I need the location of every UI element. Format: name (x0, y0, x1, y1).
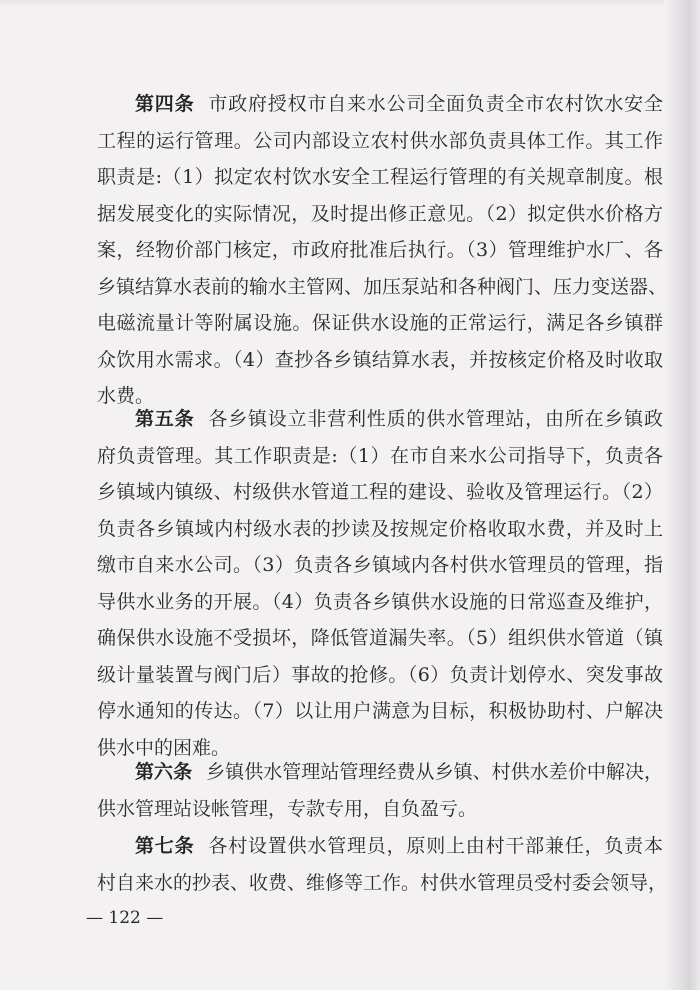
line-text: 乡镇域内镇级、村级供水管道工程的建设、验收及管理运行。（2） (97, 481, 663, 503)
line-text: 各乡镇设立非营利性质的供水管理站，由所在乡镇政 (208, 408, 663, 430)
text-line (97, 305, 663, 342)
article-5 (97, 401, 663, 766)
text-line (97, 547, 663, 584)
page-top-edge (0, 0, 700, 8)
text-line (97, 438, 663, 475)
line-text: 工程的运行管理。公司内部设立农村供水部负责具体工作。其工作 (97, 129, 663, 152)
text-line (97, 401, 663, 438)
page-number: — 122 — (86, 908, 164, 928)
text-line (97, 511, 663, 548)
line-text: 案，经物价部门核定，市政府批准后执行。（3）管理维护水厂、各 (97, 239, 663, 261)
text-line (97, 693, 663, 730)
line-text: 据发展变化的实际情况，及时提出修正意见。（2）拟定供水价格方 (97, 202, 663, 225)
line-text: 停水通知的传达。（7）以让用户满意为目标，积极协助村、户解决 (97, 700, 663, 722)
line-text: 确保供水设施不受损坏，降低管道漏失率。（5）组织供水管道（镇 (97, 627, 663, 649)
article-heading: 第四条 (135, 93, 195, 115)
line-text: 级计量装置与阀门后）事故的抢修。（6）负责计划停水、突发事故 (97, 663, 663, 686)
line-text: 村自来水的抄表、收费、维修等工作。村供水管理员受村委会领导， (97, 871, 668, 894)
text-line (97, 342, 663, 379)
text-line (97, 86, 663, 123)
text-line (97, 196, 663, 233)
line-text: 乡镇供水管理站管理经费从乡镇、村供水差价中解决， (206, 761, 663, 783)
text-line (97, 754, 663, 791)
line-text: 众饮用水需求。（4）查抄各乡镇结算水表，并按核定价格及时收取 (97, 348, 663, 371)
article-heading: 第七条 (135, 835, 195, 857)
line-text: 导供水业务的开展。（4）负责各乡镇供水设施的日常巡查及维护， (97, 590, 663, 613)
article-7 (97, 828, 668, 901)
page-binding-shadow (664, 0, 700, 990)
article-heading: 第六条 (135, 761, 193, 783)
text-line (97, 828, 663, 865)
text-line (97, 620, 663, 657)
line-text: 电磁流量计等附属设施。保证供水设施的正常运行，满足各乡镇群 (97, 312, 663, 334)
line-text: 职责是:（1）拟定农村饮水安全工程运行管理的有关规章制度。根 (97, 166, 663, 188)
text-line (97, 269, 668, 306)
text-line (97, 232, 663, 269)
text-line (97, 123, 663, 160)
line-text: 乡镇结算水表前的输水主管网、加压泵站和各种阀门、压力变送器、 (97, 275, 668, 298)
text-line (97, 159, 663, 196)
line-text: 水费。 (97, 385, 155, 407)
line-text: 负责各乡镇域内村级水表的抄读及按规定价格收取水费，并及时上 (97, 517, 663, 540)
text-line (97, 791, 663, 828)
line-text: 供水中的困难。 (97, 736, 231, 759)
line-text: 市政府授权市自来水公司全面负责全市农村饮水安全 (208, 93, 663, 115)
article-4 (97, 86, 668, 415)
line-text: 府负责管理。其工作职责是:（1）在市自来水公司指导下，负责各 (97, 444, 663, 467)
text-line (97, 865, 668, 902)
line-text: 供水管理站设帐管理，专款专用，自负盈亏。 (97, 797, 478, 820)
article-6 (97, 754, 663, 827)
text-line (97, 584, 663, 621)
line-text: 缴市自来水公司。（3）负责各乡镇域内各村供水管理员的管理，指 (97, 554, 663, 576)
text-line (97, 657, 663, 694)
line-text: 各村设置供水管理员，原则上由村干部兼任，负责本 (208, 835, 663, 857)
article-heading: 第五条 (135, 408, 195, 430)
text-line (97, 474, 663, 511)
